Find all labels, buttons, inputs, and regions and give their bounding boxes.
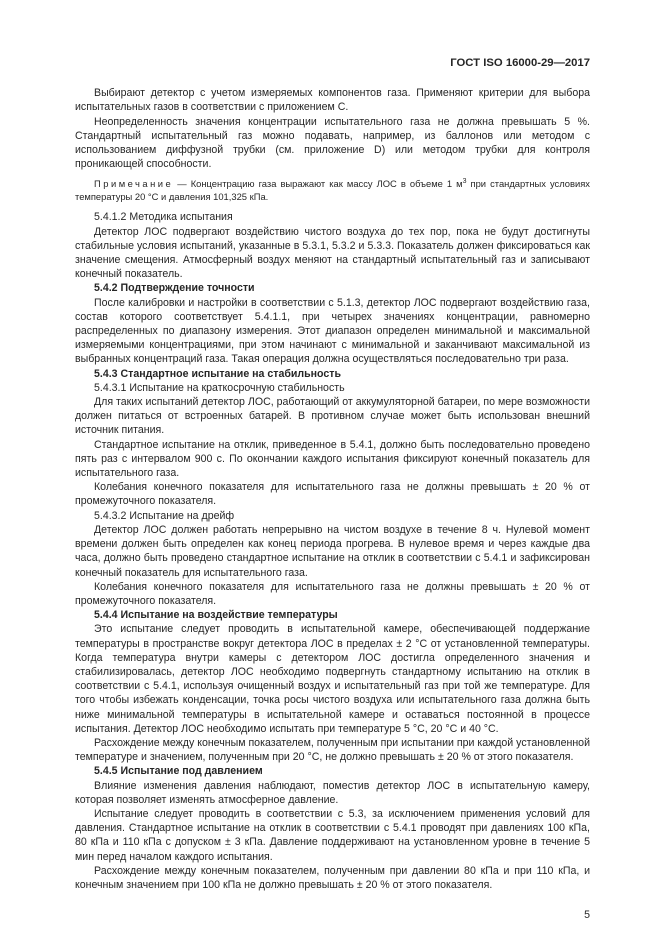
note-label: Примечание: [94, 178, 174, 190]
body-paragraph: Расхождение между конечным показателем, полученным при испытании при каждой установленной температуре и значением, полученным при 20 °С, не должно превышать ± 20 % от этого показателя.: [75, 736, 590, 764]
page-number: 5: [584, 909, 590, 922]
document-body: [75, 86, 590, 892]
body-paragraph: Испытание следует проводить в соответствии с 5.3, за исключением применения условий для давления. Стандартное испытание на отклик в соответствии с 5.4.1 проводят при давлениях 100 кПа, 80 кПа и 110 кПа с допуском ± 3 кПа. Давление поддерживают на установленном уровне в течение 5 мин перед началом каждого испытания.: [75, 807, 590, 863]
body-paragraph: Влияние изменения давления наблюдают, поместив детектор ЛОС в испытательную камеру, которая позволяет изменять атмосферное давление.: [75, 779, 590, 806]
section-subheading: 5.4.1.2 Методика испытания: [94, 211, 233, 224]
body-paragraph: Детектор ЛОС должен работать непрерывно на чистом воздухе в течение 8 ч. Нулевой момент времени должен быть определен как конец периода прогрева. В нулевое время и через каждые два часа, должно быть проведено стандартное испытание на отклик в соответствии с 5.4.1 и зафиксирован конечный показатель для испытательного газа.: [75, 523, 590, 579]
document-number-header: ГОСТ ISO 16000-29—2017: [450, 57, 590, 69]
section-subheading: 5.4.3.2 Испытание на дрейф: [94, 509, 235, 522]
section-subheading: 5.4.3.1 Испытание на краткосрочную стабильность: [94, 381, 345, 394]
section-heading: 5.4.2 Подтверждение точности: [94, 282, 255, 295]
body-paragraph: Колебания конечного показателя для испытательного газа не должны превышать ± 20 % от промежуточного показателя.: [75, 481, 590, 508]
body-paragraph: Выбирают детектор с учетом измеряемых компонентов газа. Применяют критерии для выбора испытательных газов в соответствии с приложением С.: [75, 87, 590, 114]
body-paragraph: Для таких испытаний детектор ЛОС, работающий от аккумуляторной батареи, по мере возможности должен питаться от встроенных батарей. В противном случае может быть использован внешний источник питания.: [75, 396, 590, 437]
body-paragraph: Колебания конечного показателя для испытательного газа не должны превышать ± 20 % от промежуточного показателя.: [75, 580, 590, 607]
body-paragraph: После калибровки и настройки в соответствии с 5.1.3, детектор ЛОС подвергают воздействию газа, состав которого соответствует 5.4.1.1, при четырех значениях концентрации, равномерно распределенных по диапазону измерения. Этот диапазон определен минимальной и максимальной измеряемыми концентрациями, при этом начинают с минимальной и заканчивают максимальной из выбранных концентраций газа. Такая операция должна осуществляться последовательно три раза.: [75, 296, 590, 366]
body-paragraph: Это испытание следует проводить в испытательной камере, обеспечивающей поддержание температуры в пространстве вокруг детектора ЛОС в пределах ± 2 °С от установленной температуры. Когда температура внутри камеры с детектором ЛОС достигла определенного значения и стабилизировалась, детектор ЛОС необходимо подвергнуть стандартному испытанию на отклик в соответствии с 5.4.1, используя очищенный воздух и испытательный газ при той же температуре. Для того чтобы избежать конденсации, точка росы чистого воздуха или испытательного газа должна быть ниже минимальной температуры в испытательной камере и оставаться постоянной в процессе испытания. Детектор ЛОС необходимо испытать при температуре 5 °С, 20 °С и 40 °С.: [75, 623, 590, 735]
section-heading: 5.4.4 Испытание на воздействие температуры: [94, 609, 338, 622]
body-paragraph: Неопределенность значения концентрации испытательного газа не должна превышать 5 %. Стандартный испытательный газ можно подавать, например, из баллонов или методом с использованием диффузной трубки (см. приложение D) или методом трубки для контроля проникающей способности.: [75, 115, 590, 171]
body-paragraph: Детектор ЛОС подвергают воздействию чистого воздуха до тех пор, пока не будут достигнуты стабильные условия испытаний, указанные в 5.3.1, 5.3.2 и 5.3.3. Показатель должен фиксироваться как значение смещения. Атмосферный воздух меняют на стандартный испытательный газ и записывают конечный показатель.: [75, 225, 590, 281]
section-heading: 5.4.3 Стандартное испытание на стабильность: [94, 367, 341, 380]
body-paragraph: Стандартное испытание на отклик, приведенное в 5.4.1, должно быть последовательно проведено пять раз с интервалом 900 с. По окончании каждого испытания фиксируют конечный показатель для испытательного газа.: [75, 438, 590, 480]
cubic-meter-superscript: 3: [462, 178, 467, 186]
note-block: Примечание — Концентрацию газа выражают как массу ЛОС в объеме 1 $м^3$ при стандартных условиях температуры 20 °С и давления 101,325 кПа.: [75, 178, 590, 203]
section-heading: 5.4.5 Испытание под давлением: [94, 765, 263, 778]
body-paragraph: Расхождение между конечным показателем, полученным при давлении 80 кПа и при 110 кПа, и конечным значением при 100 кПа не должно превышать ± 20 % от этого показателя.: [75, 864, 590, 891]
